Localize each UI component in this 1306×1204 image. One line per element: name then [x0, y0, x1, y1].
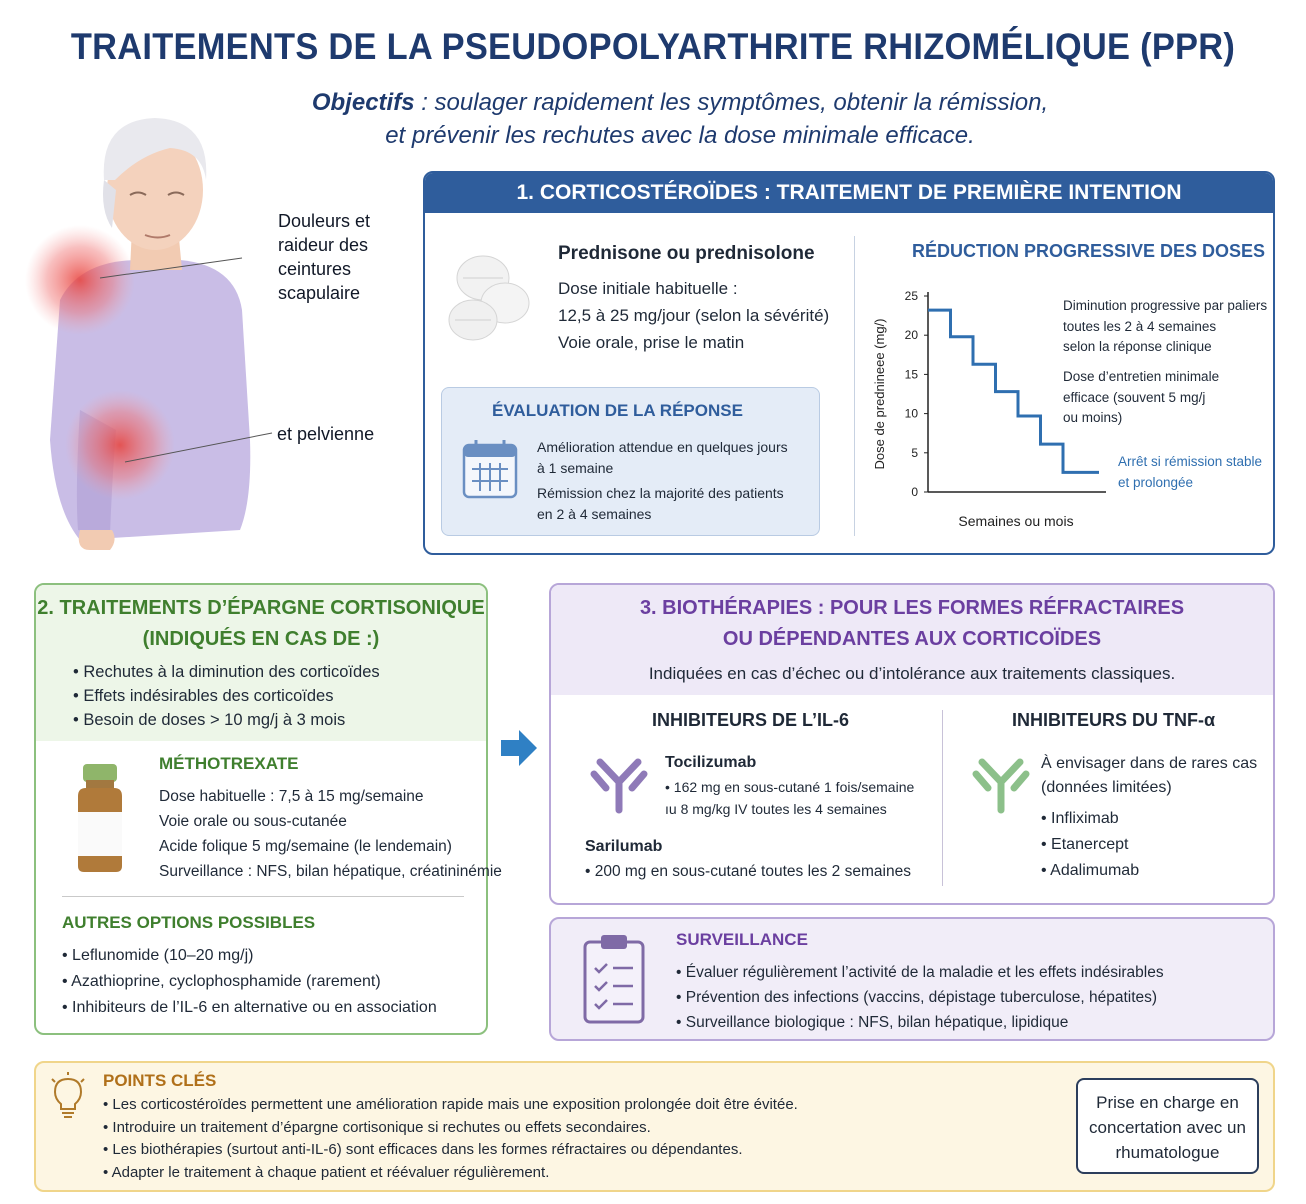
y-axis-label: Dose de prednineee (mg/)	[872, 318, 887, 470]
section2-header: 2. TRAITEMENTS D’ÉPARGNE CORTISONIQUE (INDIQUÉS EN CAS DE :)	[37, 597, 485, 650]
tocilizumab-name: Tocilizumab	[665, 754, 757, 771]
surveillance-list	[676, 960, 1164, 1035]
y-tick-label: 5	[911, 445, 918, 460]
list-item: • Leflunomide (10–20 mg/j)	[62, 943, 437, 969]
list-item: • Évaluer régulièrement l’activité de la maladie et les effets indésirables	[676, 960, 1164, 985]
tnf-note: À envisager dans de rares cas (données limitées)	[1041, 755, 1258, 796]
x-axis-label: Semaines ou mois	[958, 513, 1074, 529]
page-title: TRAITEMENTS DE LA PSEUDOPOLYARTHRITE RHIZOMÉLIQUE (PPR)	[70, 26, 1236, 67]
section1-header: 1. CORTICOSTÉROÏDES : TRAITEMENT DE PREMIÈRE INTENTION	[425, 173, 1273, 213]
y-tick-label: 0	[911, 485, 918, 499]
antibody-green-icon	[972, 752, 1030, 816]
subtitle	[200, 86, 1160, 152]
list-item: • Prévention des infections (vaccins, dépistage tuberculose, hépatites)	[676, 985, 1164, 1010]
antibody-purple-icon	[590, 752, 648, 816]
section3-intro: Indiquées en cas d’échec ou d’intolérance aux traitements classiques.	[648, 664, 1176, 683]
list-item: • Besoin de doses > 10 mg/j à 3 mois	[73, 708, 380, 732]
lightbulb-icon	[49, 1071, 87, 1121]
clipboard-icon	[581, 932, 647, 1026]
taper-title: RÉDUCTION PROGRESSIVE DES DOSES	[912, 241, 1266, 261]
subtitle-line2: et prévenir les rechutes avec la dose minimale efficace.	[385, 122, 975, 149]
mtx-title: MÉTHOTREXATE	[159, 754, 299, 773]
taper-note-stop: Arrêt si rémission stable et prolongée	[1118, 454, 1263, 490]
y-tick-label: 15	[904, 367, 918, 382]
sarilumab-name: Sarilumab	[585, 838, 663, 855]
arrow-right-icon	[499, 728, 539, 768]
other-options-list	[62, 943, 437, 1021]
tocilizumab-details: • 162 mg en sous-cutané 1 fois/semaine ıu 8 mg/kg IV toutes les 4 semaines	[665, 779, 915, 817]
y-tick-label: 20	[904, 328, 918, 343]
drug-title: Prednisone ou prednisolone	[558, 243, 815, 264]
dose-info: Dose initiale habituelle : 12,5 à 25 mg/jour (selon la sévérité) Voie orale, prise le matin	[558, 279, 830, 352]
list-item: • Etanercept	[1041, 832, 1139, 858]
medicine-bottle-icon	[70, 762, 130, 874]
list-item: • Rechutes à la diminution des corticoïdes	[73, 660, 380, 684]
sarilumab-details: • 200 mg en sous-cutané toutes les 2 semaines	[585, 863, 911, 880]
list-item: • Les biothérapies (surtout anti-IL-6) sont efficaces dans les formes réfractaires ou dépendantes.	[103, 1139, 798, 1162]
taper-note-maintenance: Dose d’entretien minimale efficace (souvent 5 mg/j ou moins)	[1063, 369, 1220, 425]
il6-title: INHIBITEURS DE L’IL-6	[652, 710, 850, 730]
subtitle-bold: Objectifs	[311, 89, 415, 116]
list-item: • Adapter le traitement à chaque patient et réévaluer régulièrement.	[103, 1162, 798, 1185]
evaluation-text: Amélioration attendue en quelques jours à 1 semaine Rémission chez la majorité des patients en 2 à 4 semaines	[537, 439, 788, 522]
indication-list	[73, 660, 380, 732]
y-tick-label: 10	[904, 406, 918, 421]
list-item: • Introduire un traitement d’épargne cortisonique si rechutes ou effets secondaires.	[103, 1117, 798, 1140]
calendar-icon	[460, 437, 520, 501]
patient-illustration	[20, 110, 290, 550]
surveillance-title: SURVEILLANCE	[676, 930, 808, 949]
other-options-title: AUTRES OPTIONS POSSIBLES	[62, 913, 316, 932]
pelvis-label: et pelvienne	[277, 424, 375, 444]
y-tick-label: 25	[904, 289, 918, 303]
section1-divider	[854, 236, 855, 536]
list-item: • Adalimumab	[1041, 858, 1139, 884]
rheumatologist-callout: Prise en charge en concertation avec un rhumatologue	[1076, 1078, 1259, 1174]
list-item: • Surveillance biologique : NFS, bilan hépatique, lipidique	[676, 1010, 1164, 1035]
evaluation-title: ÉVALUATION DE LA RÉPONSE	[492, 401, 743, 420]
list-item: • Azathioprine, cyclophosphamide (rarement)	[62, 969, 437, 995]
tnf-drug-list	[1041, 806, 1139, 884]
taper-note-steps: Diminution progressive par paliers toutes les 2 à 4 semaines selon la réponse clinique	[1063, 298, 1268, 354]
section2-divider	[62, 896, 464, 897]
mtx-details: Dose habituelle : 7,5 à 15 mg/semaine Voie orale ou sous-cutanée Acide folique 5 mg/semaine (le lendemain) Surveillance : NFS, bilan hépatique, créatininémie	[159, 788, 502, 880]
section3-header: 3. BIOTHÉRAPIES : POUR LES FORMES RÉFRACTAIRES OU DÉPENDANTES AUX CORTICOÏDES	[639, 597, 1185, 650]
shoulder-label: Douleurs et raideur des ceintures scapulaire	[278, 211, 371, 303]
list-item: • Inhibiteurs de l’IL-6 en alternative ou en association	[62, 995, 437, 1021]
pills-icon	[443, 248, 531, 348]
key-points-title: POINTS CLÉS	[103, 1071, 217, 1090]
list-item: • Infliximab	[1041, 806, 1139, 832]
list-item: • Les corticostéroïdes permettent une amélioration rapide mais une exposition prolongée doit être évitée.	[103, 1094, 798, 1117]
list-item: • Effets indésirables des corticoïdes	[73, 684, 380, 708]
subtitle-line1: : soulager rapidement les symptômes, obtenir la rémission,	[414, 89, 1049, 116]
key-points-list	[103, 1094, 798, 1184]
section3-divider	[942, 710, 943, 886]
tnf-title: INHIBITEURS DU TNF-α	[1012, 710, 1216, 730]
